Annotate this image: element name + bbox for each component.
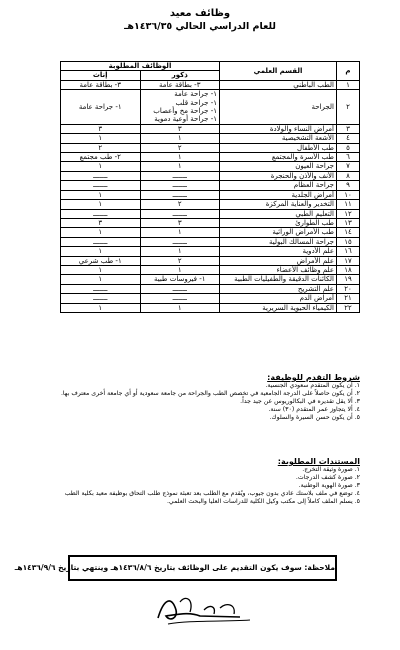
row-number: ٢٠	[337, 284, 360, 293]
male-subspecialty: ١- جراحة قلب	[175, 98, 217, 107]
table-row	[61, 171, 360, 180]
row-male-count: ـــــــ	[140, 284, 220, 293]
row-number: ١٧	[337, 256, 360, 265]
header-female: إناث	[61, 71, 141, 80]
row-female-count: ٢	[61, 143, 141, 152]
row-number: ١٢	[337, 209, 360, 218]
row-department: علم وظائف الأعضاء	[220, 265, 337, 274]
row-number: ٩	[337, 181, 360, 190]
row-department: علم الأدوية	[220, 247, 337, 256]
row-female-count: ١- طب شرعي	[61, 256, 141, 265]
table-row	[61, 209, 360, 218]
row-male-count: ١	[140, 162, 220, 171]
row-male-count: ١	[140, 247, 220, 256]
row-department: الكائنات الدقيقة والطفيليات الطبية	[220, 275, 337, 284]
row-department: التخدير والعناية المركزة	[220, 200, 337, 209]
condition-item: ٣. ألا يقل تقديره في البكالوريوس عن جيد جداً.	[240, 398, 360, 405]
document-item: ٢. صورة كشف الدرجات.	[295, 474, 360, 481]
table-row	[61, 80, 360, 89]
table-row	[61, 265, 360, 274]
table-row	[61, 190, 360, 199]
table-row	[61, 247, 360, 256]
row-female-count: ٣	[61, 218, 141, 227]
table-row	[61, 143, 360, 152]
row-department: أمراض الدم	[220, 294, 337, 303]
row-number: ١١	[337, 200, 360, 209]
documents-section	[40, 457, 360, 506]
header-male: ذكور	[140, 71, 220, 80]
row-female-count: ـــــــ	[61, 181, 141, 190]
document-item: ٥. يسلم الملف كاملاً إلى مكتب وكيل الكلية للدراسات العليا والبحث العلمي.	[166, 498, 360, 505]
row-department: التعليم الطبي	[220, 209, 337, 218]
condition-item: ٢. أن يكون حاصلاً على الدرجة الجامعية في تخصص الطب والجراحة من جامعة سعودية أو أي جامعة أخرى معترف بها.	[60, 390, 360, 397]
header-jobs: الوظائف المطلوبة	[61, 62, 220, 71]
condition-item: ٥. أن يكون حسن السيرة والسلوك.	[269, 414, 360, 421]
row-department: أمراض الجلدية	[220, 190, 337, 199]
condition-item: ١. أن يكون المتقدم سعودي الجنسية.	[265, 382, 360, 389]
row-female-count: ـــــــ	[61, 284, 141, 293]
row-number: ٤	[337, 134, 360, 143]
document-item: ٤. توضع في ملف بلاستك عادي بدون جيوب، ويُقدم مع الطلب بعد تعبئة نموذج طلب التحاق بوظيفة معيد بكلية الطب	[64, 490, 360, 497]
row-male-count: ١	[140, 265, 220, 274]
row-male-count: ـــــــ	[140, 181, 220, 190]
row-male-count: ١	[140, 303, 220, 312]
row-male-count: ٣	[140, 218, 220, 227]
table-row	[61, 294, 360, 303]
row-department: جراحة العظام	[220, 181, 337, 190]
table-row	[61, 237, 360, 246]
row-male-count	[140, 90, 220, 125]
male-subspecialty: ١- جراحة أوعية دموية	[154, 115, 217, 124]
table-row	[61, 275, 360, 284]
row-number: ٥	[337, 143, 360, 152]
row-female-count: ٣- بطاقة عامة	[61, 80, 141, 89]
row-male-count: ٢	[140, 200, 220, 209]
row-number: ٧	[337, 162, 360, 171]
table-row	[61, 218, 360, 227]
row-department: جراحة المسالك البولية	[220, 237, 337, 246]
row-female-count: ١	[61, 303, 141, 312]
table-row	[61, 162, 360, 171]
table-row	[61, 90, 360, 125]
row-department: طب الأطفال	[220, 143, 337, 152]
row-number: ١٨	[337, 265, 360, 274]
table-row	[61, 256, 360, 265]
row-female-count: ـــــــ	[61, 237, 141, 246]
table-row	[61, 228, 360, 237]
row-male-count: ـــــــ	[140, 237, 220, 246]
row-number: ١٤	[337, 228, 360, 237]
row-department: علم التشريح	[220, 284, 337, 293]
row-female-count: ٣	[61, 124, 141, 133]
condition-item: ٤. ألا يتجاوز عمر المتقدم (٣٠) سنة.	[268, 406, 360, 413]
row-number: ١٥	[337, 237, 360, 246]
table-row	[61, 134, 360, 143]
row-female-count: ١	[61, 162, 141, 171]
row-female-count: ـــــــ	[61, 171, 141, 180]
row-male-count: ـــــــ	[140, 171, 220, 180]
row-department: الكيمياء الحيوية السريرية	[220, 303, 337, 312]
row-department: الأشعة التشخيصية	[220, 134, 337, 143]
row-female-count: ١	[61, 200, 141, 209]
row-department: الجراحة	[220, 90, 337, 125]
jobs-table	[60, 61, 360, 313]
row-department: طب الأمراض الوراثية	[220, 228, 337, 237]
row-department: أمراض النساء والولادة	[220, 124, 337, 133]
page-subtitle: للعام الدراسي الحالي ١٤٣٦/٣٥هـ	[124, 21, 276, 32]
row-number: ٣	[337, 124, 360, 133]
row-number: ٢١	[337, 294, 360, 303]
row-male-count: ١	[140, 228, 220, 237]
document-item: ٣. صورة الهوية الوطنية.	[298, 482, 360, 489]
row-number: ١	[337, 80, 360, 89]
row-female-count: ١	[61, 265, 141, 274]
row-department: علم الأمراض	[220, 256, 337, 265]
table-row	[61, 181, 360, 190]
row-department: الطب الباطني	[220, 80, 337, 89]
row-male-count: ١	[140, 153, 220, 162]
row-department: جراحة العيون	[220, 162, 337, 171]
row-male-count: ١	[140, 134, 220, 143]
table-row	[61, 303, 360, 312]
row-number: ٨	[337, 171, 360, 180]
row-female-count: ـــــــ	[61, 294, 141, 303]
row-number: ٢٢	[337, 303, 360, 312]
header-num: م	[337, 62, 360, 81]
row-male-count: ـــــــ	[140, 190, 220, 199]
row-female-count: ١	[61, 190, 141, 199]
header-dept: القسم العلمي	[220, 62, 337, 81]
documents-title: المستندات المطلوبة:	[277, 457, 360, 466]
table-row	[61, 284, 360, 293]
row-female-count: ١- جراحة عامة	[61, 90, 141, 125]
row-number: ٢	[337, 90, 360, 125]
row-male-count: ٢	[140, 256, 220, 265]
row-department: الأنف والأذن والحنجرة	[220, 171, 337, 180]
row-female-count: ١	[61, 228, 141, 237]
row-number: ١٣	[337, 218, 360, 227]
row-male-count: ٣	[140, 124, 220, 133]
row-number: ١٦	[337, 247, 360, 256]
row-female-count: ١	[61, 134, 141, 143]
row-female-count: ١	[61, 247, 141, 256]
row-department: طب الأسرة والمجتمع	[220, 153, 337, 162]
row-male-count: ـــــــ	[140, 294, 220, 303]
row-number: ١٠	[337, 190, 360, 199]
row-number: ٦	[337, 153, 360, 162]
note-box: ملاحظة: سوف يكون التقديم على الوظائف بتاريخ ١٤٣٦/٨/٦هـ وينتهي بتاريخ ١٤٣٦/٩/٦هـ	[68, 555, 337, 581]
conditions-title: شروط التقدم للوظيفة:	[267, 373, 360, 382]
row-male-count: ٣- بطاقة عامة	[140, 80, 220, 89]
signature-image	[150, 590, 260, 630]
table-row	[61, 200, 360, 209]
row-number: ١٩	[337, 275, 360, 284]
row-female-count: ١	[61, 275, 141, 284]
male-subspecialty: ١- جراحة عامة	[174, 90, 217, 99]
table-row	[61, 124, 360, 133]
row-male-count: ٢	[140, 143, 220, 152]
table-body	[61, 80, 360, 312]
row-department: طب الطوارئ	[220, 218, 337, 227]
page-title: وظائف معيد	[169, 8, 231, 19]
conditions-section	[40, 373, 360, 422]
male-subspecialty: ١- جراحة مخ وأعصاب	[153, 107, 217, 116]
table-row	[61, 153, 360, 162]
row-male-count: ـــــــ	[140, 209, 220, 218]
row-female-count: ـــــــ	[61, 209, 141, 218]
document-item: ١. صورة وثيقة التخرج.	[302, 466, 360, 473]
row-female-count: ٢- طب مجتمع	[61, 153, 141, 162]
row-male-count: ١- فيروسات طبية	[140, 275, 220, 284]
